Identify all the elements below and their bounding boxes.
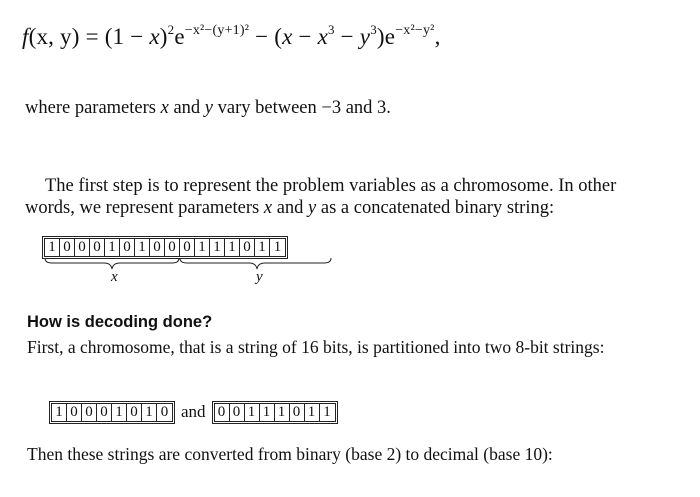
formula-x2: x [282,24,293,49]
formula-x: x [149,24,160,49]
bit-cell: 1 [45,239,60,256]
bit-cell: 1 [142,404,157,421]
bit-cell: 1 [305,404,320,421]
and-text: and [181,402,206,421]
formula-cube-y: 3 [370,22,377,37]
var-y: y [204,98,213,118]
parameter-range-text [25,97,391,119]
brace-y [180,258,331,269]
bit-cell: 1 [323,403,331,420]
bit-cell: 0 [215,404,230,421]
chromosome-bit-string [44,238,286,257]
bit-cell: 0 [290,404,305,421]
bit-cell: 0 [97,404,112,421]
section-heading: How is decoding done? [27,313,213,331]
bit-cell: 0 [60,239,75,256]
bit-cell: 0 [165,239,180,256]
bit-cell: 0 [230,404,245,421]
formula-minus-open: − ( [249,24,283,49]
conversion-text: Then these strings are converted from binary (base 2) to decimal (base 10): [27,444,553,464]
bit-cell: 0 [67,404,82,421]
bit-cell: 1 [255,239,270,256]
bit-cell: 1 [135,239,150,256]
bit-cell: 0 [180,239,195,256]
bit-cell: 0 [82,404,97,421]
label-y: y [256,269,263,285]
text-run: words, we represent parameters [25,198,264,218]
left-bit-string [51,403,173,422]
chromosome-intro-text [25,175,675,219]
formula-exponent-2: −x²−y² [395,23,435,38]
label-x: x [111,269,118,285]
bit-cell: 0 [240,239,255,256]
text-run: vary between −3 and 3. [213,98,391,118]
bit-cell: 1 [275,404,290,421]
formula-close-2: ) [376,24,385,49]
formula-e2: e [384,24,396,49]
text-run: where parameters [25,98,161,118]
formula-comma: , [434,24,441,49]
bit-cell: 0 [120,239,135,256]
brace-markers [44,257,344,271]
var-x: x [160,98,169,118]
bit-cell: 0 [127,404,142,421]
bit-cell: 0 [150,239,165,256]
bit-cell: 1 [105,239,120,256]
bit-cell: 1 [245,404,260,421]
text-run: as a concatenated binary string: [316,198,555,218]
split-strings-row [51,402,336,422]
formula-fn: f [22,24,29,49]
brace-x [45,258,179,269]
decoding-text: First, a chromosome, that is a string of 16 bits, is partitioned into two 8-bit strings: [27,337,605,357]
formula-eq: = (1 − [79,24,150,49]
bit-cell: 0 [90,239,105,256]
bit-cell: 0 [75,239,90,256]
bit-cells [44,238,286,257]
var-y: y [308,198,317,218]
right-bit-string [214,403,336,422]
formula-e: e [174,24,185,49]
formula-minus-2: − [334,24,360,49]
bit-cell: 1 [225,239,240,256]
formula-y: y [359,24,371,49]
bit-cell: 1 [52,404,67,421]
formula-exponent-1: −x²−(y+1)² [184,23,250,38]
bit-cell: 1 [112,404,127,421]
formula-cube-x: 3 [328,22,335,37]
formula-args: (x, y) [28,24,80,49]
formula-minus: − [292,24,318,49]
formula-square: 2 [167,22,175,37]
bit-cell: 1 [273,239,282,255]
formula-x3: x [317,24,328,49]
text-run: and [168,98,205,118]
fitness-formula [22,24,441,50]
bit-cell: 1 [195,239,210,256]
bit-cell: 1 [260,404,275,421]
text-line-1: The first step is to represent the problem variables as a chromosome. In other [45,176,617,196]
text-run: and [272,198,309,218]
bit-cell: 0 [160,403,169,420]
formula-close: ) [159,24,168,49]
bit-cell: 1 [210,239,225,256]
var-x: x [263,198,273,218]
